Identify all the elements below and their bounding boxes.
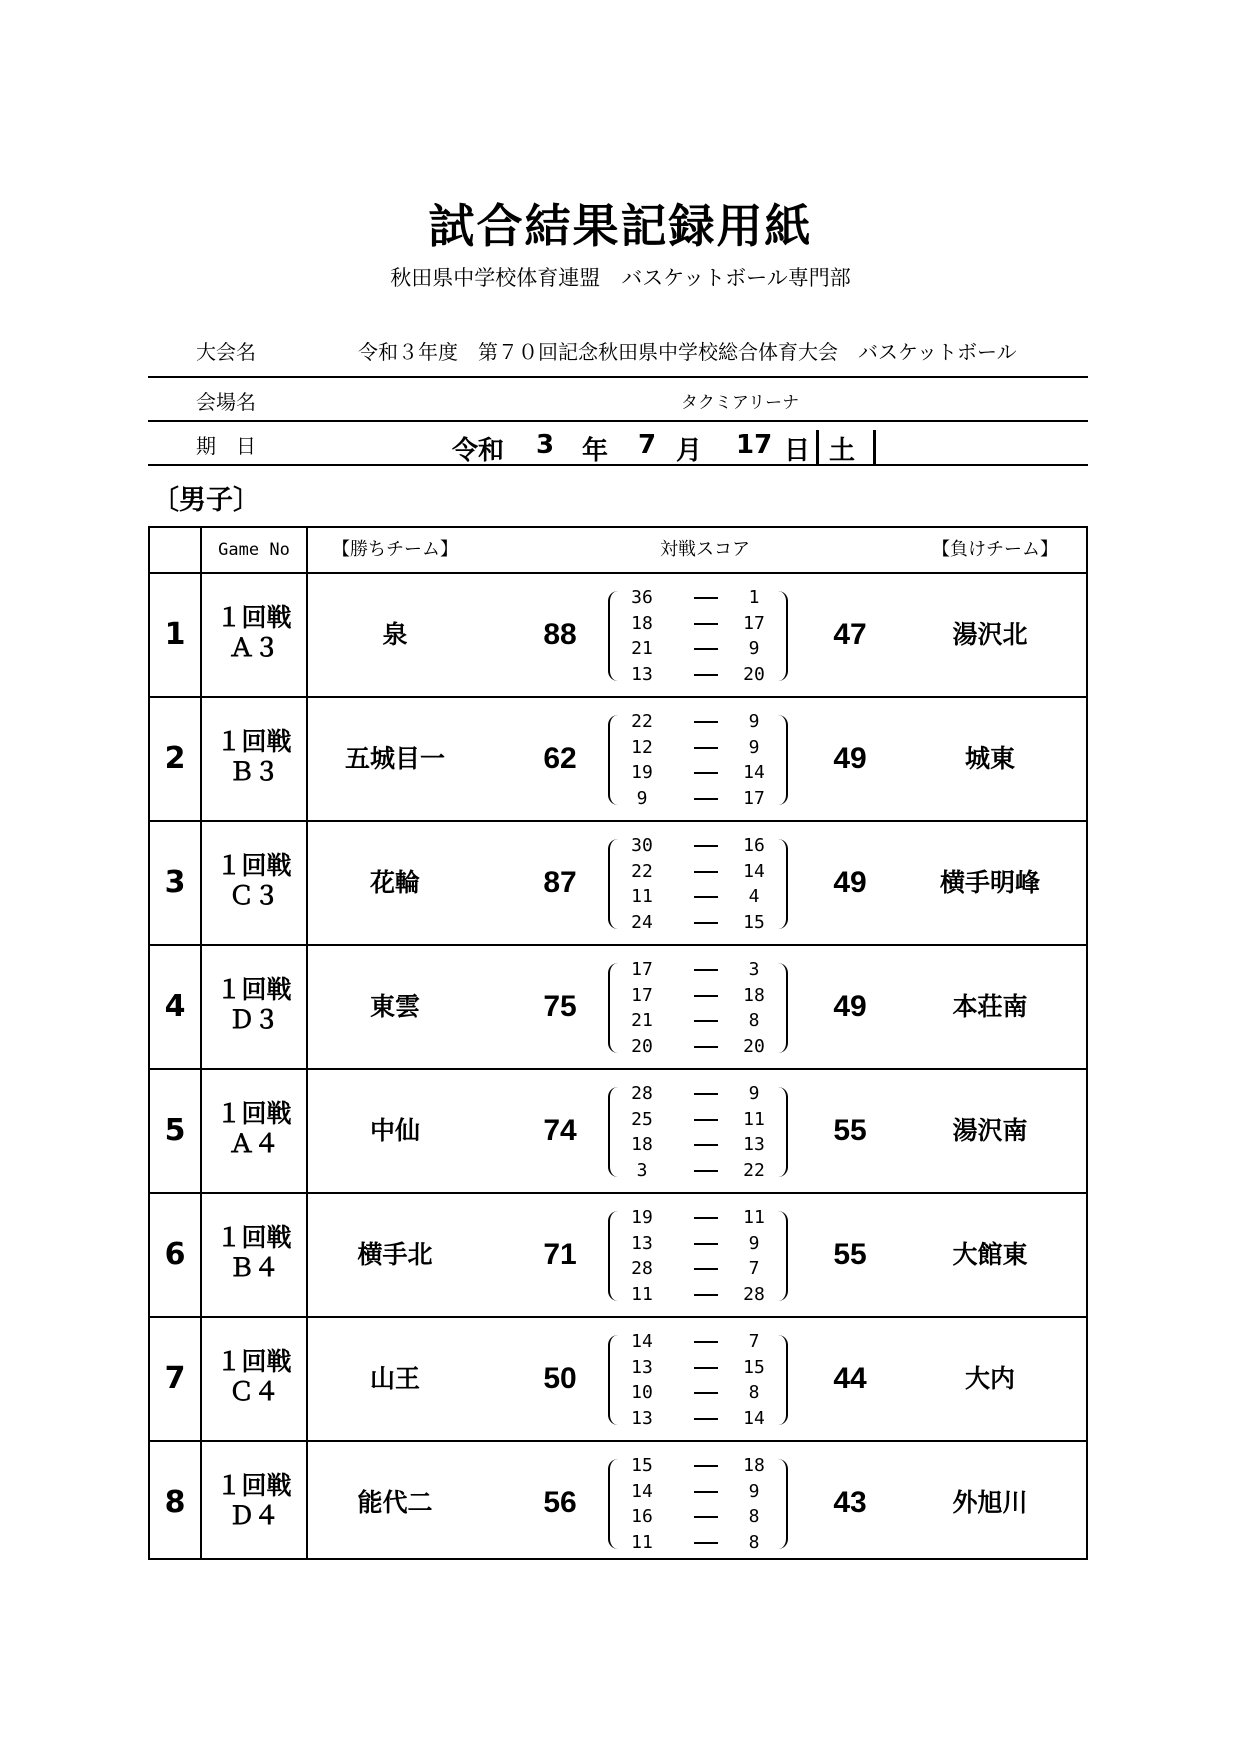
losing-score: 43 xyxy=(833,1486,867,1519)
game-number: 4 xyxy=(164,989,186,1024)
game-number: 8 xyxy=(164,1485,186,1520)
quarter-score xyxy=(612,1256,784,1281)
quarter-loser-points: 17 xyxy=(743,787,765,809)
quarter-loser-points: 14 xyxy=(743,1407,765,1429)
quarter-winner-points: 14 xyxy=(631,1331,653,1352)
quarter-loser-points: 8 xyxy=(748,1531,760,1553)
quarter-dash xyxy=(694,995,718,997)
quarter-winner-points: 25 xyxy=(631,1108,653,1130)
quarter-winner-points: 20 xyxy=(631,1035,653,1057)
game-number: 7 xyxy=(164,1361,186,1396)
quarter-dash xyxy=(694,871,718,873)
quarter-loser-points: 9 xyxy=(748,1232,760,1254)
game-row xyxy=(150,573,1086,697)
round-name: １回戦 xyxy=(216,851,292,880)
weekday-bracket xyxy=(816,430,876,464)
quarter-winner-points: 11 xyxy=(631,886,653,907)
game-row xyxy=(150,1069,1086,1193)
quarter-winner-points: 28 xyxy=(631,1083,653,1104)
quarter-loser-points: 3 xyxy=(748,959,760,980)
quarter-dash xyxy=(694,1217,718,1219)
winning-score: 74 xyxy=(543,1114,577,1147)
quarter-dash xyxy=(694,1119,718,1121)
quarter-winner-points: 18 xyxy=(631,1134,653,1155)
quarter-score xyxy=(612,786,784,811)
organization-subtitle: 秋田県中学校体育連盟 バスケットボール専門部 xyxy=(390,266,851,290)
quarter-loser-points: 9 xyxy=(748,736,760,758)
date-year: 3 xyxy=(536,430,555,460)
quarter-score xyxy=(612,1008,784,1033)
game-number: 2 xyxy=(164,741,186,776)
quarter-score xyxy=(612,611,784,636)
quarter-score xyxy=(612,983,784,1008)
game-row xyxy=(150,1317,1086,1441)
game-number: 5 xyxy=(164,1113,186,1148)
round-name: １回戦 xyxy=(216,975,292,1004)
winning-team: 泉 xyxy=(382,620,408,649)
round-name: １回戦 xyxy=(216,1471,292,1500)
game-round xyxy=(202,1223,306,1283)
quarter-loser-points: 7 xyxy=(748,1258,760,1279)
game-round xyxy=(202,603,306,663)
quarter-dash xyxy=(694,1392,718,1394)
quarter-dash xyxy=(694,1367,718,1369)
quarter-dash xyxy=(694,597,718,599)
round-name: １回戦 xyxy=(216,1223,292,1252)
quarter-loser-points: 4 xyxy=(748,886,760,907)
game-row xyxy=(150,1193,1086,1317)
quarter-winner-points: 3 xyxy=(636,1159,648,1181)
quarter-winner-points: 11 xyxy=(631,1531,653,1553)
quarter-score xyxy=(612,760,784,785)
quarter-dash xyxy=(694,1341,718,1343)
losing-team: 湯沢北 xyxy=(952,620,1028,649)
quarter-loser-points: 14 xyxy=(743,860,765,882)
quarter-winner-points: 21 xyxy=(631,1010,653,1031)
game-code: Ａ３ xyxy=(228,633,279,662)
quarter-dash xyxy=(694,721,718,723)
quarter-dash xyxy=(694,798,718,800)
quarter-score xyxy=(612,1355,784,1380)
quarter-dash xyxy=(694,1418,718,1420)
quarter-score xyxy=(612,884,784,909)
game-code: Ｂ３ xyxy=(228,757,279,786)
header-game-no: Game No xyxy=(218,540,290,560)
winning-score: 50 xyxy=(543,1362,577,1395)
game-number: 6 xyxy=(164,1237,186,1272)
game-row xyxy=(150,697,1086,821)
quarter-winner-points: 11 xyxy=(631,1283,653,1305)
losing-score: 49 xyxy=(833,866,867,899)
losing-score: 55 xyxy=(833,1114,867,1147)
results-table xyxy=(148,526,1088,1560)
winning-team: 能代二 xyxy=(357,1488,433,1517)
quarter-score xyxy=(612,735,784,760)
quarter-loser-points: 18 xyxy=(743,984,765,1006)
quarter-winner-points: 22 xyxy=(631,860,653,882)
game-round xyxy=(202,1099,306,1159)
quarter-loser-points: 20 xyxy=(743,1035,765,1057)
quarter-winner-points: 28 xyxy=(631,1258,653,1279)
quarter-score xyxy=(612,957,784,982)
tournament-label: 大会名 xyxy=(196,340,256,364)
quarter-winner-points: 13 xyxy=(631,1356,653,1378)
quarter-dash xyxy=(694,1294,718,1296)
losing-score: 49 xyxy=(833,742,867,775)
quarter-loser-points: 9 xyxy=(748,1480,760,1502)
winning-team: 五城目一 xyxy=(344,744,445,773)
quarter-winner-points: 30 xyxy=(631,835,653,856)
winning-score: 71 xyxy=(543,1238,577,1271)
winning-team: 東雲 xyxy=(369,992,420,1021)
quarter-loser-points: 8 xyxy=(748,1382,760,1403)
header-winner: 【勝ちチーム】 xyxy=(332,539,458,560)
winning-score: 75 xyxy=(543,990,577,1023)
date-month: 7 xyxy=(638,430,657,460)
quarter-dash xyxy=(694,1542,718,1544)
date-weekday: 土 xyxy=(829,436,856,466)
round-name: １回戦 xyxy=(216,603,292,632)
quarter-loser-points: 16 xyxy=(743,835,765,856)
game-code: Ｄ３ xyxy=(228,1005,279,1034)
quarter-score xyxy=(612,1380,784,1405)
game-number: 1 xyxy=(164,617,186,652)
quarter-winner-points: 16 xyxy=(631,1506,653,1527)
date-day-unit: 日 xyxy=(784,436,811,466)
losing-team: 大館東 xyxy=(952,1240,1028,1269)
quarter-score xyxy=(612,1329,784,1354)
losing-score: 44 xyxy=(833,1362,867,1395)
quarter-loser-points: 8 xyxy=(748,1506,760,1527)
quarter-dash xyxy=(694,674,718,676)
quarter-dash xyxy=(694,845,718,847)
date-month-unit: 月 xyxy=(676,436,703,466)
round-name: １回戦 xyxy=(216,1099,292,1128)
quarter-winner-points: 9 xyxy=(636,787,648,809)
game-row xyxy=(150,1441,1086,1565)
quarter-score xyxy=(612,1034,784,1059)
quarter-winner-points: 19 xyxy=(631,1207,653,1228)
quarter-loser-points: 22 xyxy=(743,1159,765,1181)
game-round xyxy=(202,851,306,911)
quarter-loser-points: 20 xyxy=(743,663,765,685)
quarter-dash xyxy=(694,1268,718,1270)
quarter-loser-points: 17 xyxy=(743,612,765,634)
quarter-loser-points: 9 xyxy=(748,638,760,659)
quarter-score xyxy=(612,585,784,610)
losing-team: 本荘南 xyxy=(952,992,1028,1021)
date-label: 期 日 xyxy=(196,434,256,458)
game-number: 3 xyxy=(164,865,186,900)
quarter-score xyxy=(612,1132,784,1157)
quarter-dash xyxy=(694,896,718,898)
quarter-loser-points: 9 xyxy=(748,1083,760,1104)
game-row xyxy=(150,821,1086,945)
winning-score: 62 xyxy=(543,742,577,775)
divider xyxy=(148,464,1088,466)
quarter-dash xyxy=(694,1144,718,1146)
quarter-winner-points: 10 xyxy=(631,1382,653,1403)
quarter-score xyxy=(612,1406,784,1431)
quarter-score xyxy=(612,1158,784,1183)
losing-team: 外旭川 xyxy=(952,1488,1028,1517)
quarter-loser-points: 1 xyxy=(748,587,760,608)
round-name: １回戦 xyxy=(216,1347,292,1376)
page-title: 試合結果記録用紙 xyxy=(428,199,813,253)
quarter-winner-points: 24 xyxy=(631,911,653,933)
quarter-dash xyxy=(694,969,718,971)
quarter-loser-points: 15 xyxy=(743,911,765,933)
quarter-loser-points: 9 xyxy=(748,711,760,732)
quarter-dash xyxy=(694,1093,718,1095)
quarter-winner-points: 12 xyxy=(631,736,653,758)
game-code: Ｂ４ xyxy=(228,1253,279,1282)
header-loser: 【負けチーム】 xyxy=(932,539,1058,560)
game-round xyxy=(202,975,306,1035)
game-round xyxy=(202,1471,306,1531)
game-round xyxy=(202,1347,306,1407)
venue-name: タクミアリーナ xyxy=(680,393,800,413)
quarter-loser-points: 7 xyxy=(748,1331,760,1352)
quarter-loser-points: 13 xyxy=(743,1134,765,1155)
quarter-score xyxy=(612,1453,784,1478)
winning-team: 山王 xyxy=(369,1364,420,1393)
winning-team: 横手北 xyxy=(357,1240,433,1269)
losing-team: 横手明峰 xyxy=(939,868,1040,897)
quarter-score xyxy=(612,859,784,884)
quarter-winner-points: 13 xyxy=(631,663,653,685)
quarter-winner-points: 17 xyxy=(631,959,653,980)
header-score: 対戦スコア xyxy=(660,539,750,560)
quarter-winner-points: 13 xyxy=(631,1407,653,1429)
divider xyxy=(148,376,1088,378)
quarter-loser-points: 8 xyxy=(748,1010,760,1031)
game-round xyxy=(202,727,306,787)
winning-team: 中仙 xyxy=(369,1116,420,1145)
quarter-loser-points: 14 xyxy=(743,762,765,783)
divider xyxy=(148,420,1088,422)
quarter-loser-points: 28 xyxy=(743,1283,765,1305)
losing-team: 城東 xyxy=(964,744,1015,773)
losing-score: 55 xyxy=(833,1238,867,1271)
winning-team: 花輪 xyxy=(369,868,420,897)
quarter-score xyxy=(612,636,784,661)
losing-score: 49 xyxy=(833,990,867,1023)
quarter-score xyxy=(612,910,784,935)
quarter-winner-points: 22 xyxy=(631,711,653,732)
quarter-dash xyxy=(694,772,718,774)
losing-team: 大内 xyxy=(964,1364,1015,1393)
losing-score: 47 xyxy=(833,618,867,651)
quarter-dash xyxy=(694,1170,718,1172)
quarter-score xyxy=(612,1081,784,1106)
quarter-winner-points: 21 xyxy=(631,638,653,659)
quarter-score xyxy=(612,833,784,858)
quarter-score xyxy=(612,709,784,734)
quarter-score xyxy=(612,1479,784,1504)
quarter-dash xyxy=(694,623,718,625)
quarter-dash xyxy=(694,1020,718,1022)
date-era: 令和 xyxy=(452,436,505,466)
tournament-name: 令和３年度 第７０回記念秋田県中学校総合体育大会 バスケットボール xyxy=(358,340,1017,364)
quarter-loser-points: 11 xyxy=(743,1108,765,1130)
game-code: Ｃ３ xyxy=(228,881,279,910)
quarter-dash xyxy=(694,1046,718,1048)
quarter-winner-points: 36 xyxy=(631,587,653,608)
quarter-score xyxy=(612,1107,784,1132)
quarter-winner-points: 13 xyxy=(631,1232,653,1254)
quarter-winner-points: 19 xyxy=(631,762,653,783)
quarter-score xyxy=(612,1282,784,1307)
quarter-score xyxy=(612,1504,784,1529)
quarter-winner-points: 15 xyxy=(631,1455,653,1476)
quarter-score xyxy=(612,1231,784,1256)
winning-score: 88 xyxy=(543,618,577,651)
quarter-dash xyxy=(694,1516,718,1518)
quarter-dash xyxy=(694,922,718,924)
winning-score: 56 xyxy=(543,1486,577,1519)
quarter-dash xyxy=(694,1243,718,1245)
quarter-loser-points: 15 xyxy=(743,1356,765,1378)
quarter-loser-points: 11 xyxy=(743,1207,765,1228)
quarter-winner-points: 14 xyxy=(631,1480,653,1502)
venue-label: 会場名 xyxy=(196,390,256,414)
quarter-dash xyxy=(694,1491,718,1493)
game-code: Ｄ４ xyxy=(228,1501,279,1530)
date-year-unit: 年 xyxy=(582,436,609,466)
quarter-score xyxy=(612,1205,784,1230)
quarter-loser-points: 18 xyxy=(743,1455,765,1476)
quarter-score xyxy=(612,1530,784,1555)
game-code: Ａ４ xyxy=(228,1129,279,1158)
quarter-dash xyxy=(694,1465,718,1467)
quarter-winner-points: 17 xyxy=(631,984,653,1006)
quarter-score xyxy=(612,662,784,687)
winning-score: 87 xyxy=(543,866,577,899)
game-row xyxy=(150,945,1086,1069)
quarter-dash xyxy=(694,648,718,650)
losing-team: 湯沢南 xyxy=(952,1116,1028,1145)
game-code: Ｃ４ xyxy=(228,1377,279,1406)
quarter-winner-points: 18 xyxy=(631,612,653,634)
date-day: 17 xyxy=(736,430,773,460)
section-label: 〔男子〕 xyxy=(152,485,260,516)
round-name: １回戦 xyxy=(216,727,292,756)
quarter-dash xyxy=(694,747,718,749)
